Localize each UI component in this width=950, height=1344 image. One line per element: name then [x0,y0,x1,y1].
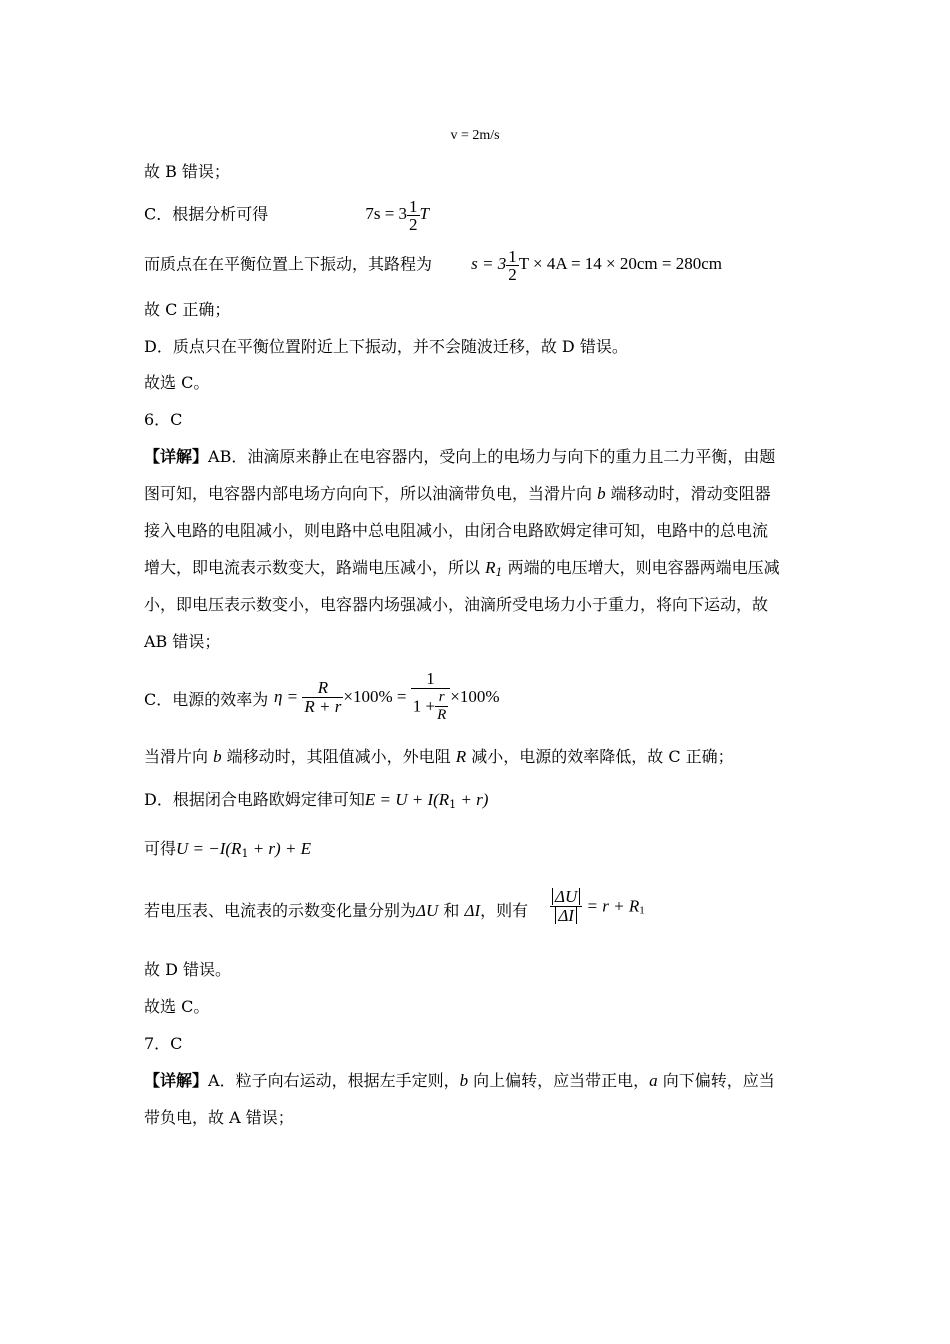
text: 和 [438,901,465,920]
var-b: b [213,747,222,766]
text-line: 故选 C。 [144,997,210,1016]
text-line [144,790,488,815]
text: 向下偏转，应当 [657,1071,775,1090]
abs-value: ΔI [555,907,577,924]
text: 而质点在在平衡位置上下振动，其路程为 [144,254,433,274]
text: 端移动时，其阻值减小，外电阻 [221,747,456,766]
var-r1: R [485,558,496,577]
text-line: 故 B 错误； [144,162,230,181]
fraction-denominator [550,907,582,925]
eq-part: ×100% = [343,687,407,706]
eq-part: 1 + [412,696,436,716]
fraction-numerator [550,888,582,907]
fraction-numerator: r [435,689,448,707]
fraction [411,670,451,724]
text: ，则有 [480,901,529,920]
abs-value: ΔU [552,888,580,905]
var-r: R [455,747,467,766]
text-line [144,447,775,467]
text: 增大，即电流表示数变大，路端电压减小，所以 [144,558,486,577]
text: A．粒子向右运动，根据左手定则， [208,1071,460,1090]
subscript: 1 [639,904,645,917]
text: C．电源的效率为 [144,690,269,709]
text: 可得 [144,839,177,858]
eq-part: T × 4A = 14 × 20cm = 280cm [518,254,723,274]
fraction-denominator: R + r [304,696,342,716]
equation-distance [471,247,723,284]
text: C．根据分析可得 [144,204,269,224]
equation-velocity: v = 2m/s [450,128,500,143]
eq-part: U = −I(R [176,839,242,858]
text: 端移动时，滑动变阻器 [605,484,771,503]
eq-part: + r) [456,790,489,809]
eq-part: 7s = 3 [365,204,408,224]
text: 图可知，电容器内部电场方向向下，所以油滴带负电，当滑片向 [144,484,598,503]
text: 向上偏转，应当带正电， [468,1071,650,1090]
text-line [144,558,780,583]
detail-tag: 【详解】 [144,447,209,466]
eq-part: = r + R [582,896,640,916]
fraction-half [407,198,420,233]
text-line [144,839,311,864]
text-line [144,747,734,767]
text [144,901,528,921]
text-line-distance [144,248,722,288]
text: AB．油滴原来静止在电容器内，受向上的电场力与向下的重力且二力平衡，由题 [208,447,776,466]
fraction [550,888,582,925]
fraction-numerator: 1 [409,197,418,216]
eq-part: s = 3 [471,254,507,274]
equation-ratio [550,888,645,925]
var-a: a [649,1071,658,1090]
text: D．根据闭合电路欧姆定律可知 [144,790,365,809]
text: 两端的电压增大，则电容器两端电压减 [502,558,780,577]
text-line: 故选 C。 [144,373,210,392]
fraction-numerator: 1 [411,670,451,689]
text-line [144,484,771,504]
fraction [302,679,343,716]
fraction-half [506,248,519,283]
text-line [144,1071,775,1091]
eq-part: E = U + I(R [364,790,450,809]
eq-part: T [419,204,430,224]
question-number: 6．C [144,410,183,429]
eq-part: η = [274,687,299,706]
text: 当滑片向 [144,747,214,766]
text-line: 故 D 错误。 [144,960,232,979]
eq-part: ΔI [464,901,481,920]
text-line: D．质点只在平衡位置附近上下振动，并不会随波迁移，故 D 错误。 [144,337,628,356]
text-line: 带负电，故 A 错误； [144,1108,294,1127]
fraction-denominator [411,689,451,724]
text: 减小，电源的效率降低，故 C 正确； [466,747,734,766]
text: 若电压表、电流表的示数变化量分别为 [144,901,417,920]
eq-part: + r) + E [248,839,312,858]
subscript: 1 [241,847,249,860]
text-line: AB 错误； [144,632,221,651]
var-b: b [459,1071,469,1090]
subscript: 1 [449,798,457,811]
question-number: 7．C [144,1034,183,1053]
text-line-period [144,198,429,238]
text-line: 小，即电压表示数变小，电容器内场强减小，油滴所受电场力小于重力，将向下运动，故 [144,595,769,614]
fraction-denominator: 2 [508,265,517,284]
equation-period [365,197,430,234]
fraction-numerator: 1 [508,247,517,266]
var-b: b [597,484,606,503]
text-line: 故 C 正确； [144,300,231,319]
subscript: 1 [495,566,503,579]
equation-efficiency [274,670,500,724]
fraction-denominator: 2 [409,215,418,234]
eq-part: ΔU [416,901,439,920]
eq-part: ×100% [450,687,500,706]
fraction-numerator: R [302,679,343,698]
detail-tag: 【详解】 [144,1071,209,1090]
text-line: 接入电路的电阻减小，则电路中总电阻减小，由闭合电路欧姆定律可知，电路中的总电流 [144,521,769,540]
fraction-denominator: R [437,707,447,723]
fraction-inner [435,689,448,724]
